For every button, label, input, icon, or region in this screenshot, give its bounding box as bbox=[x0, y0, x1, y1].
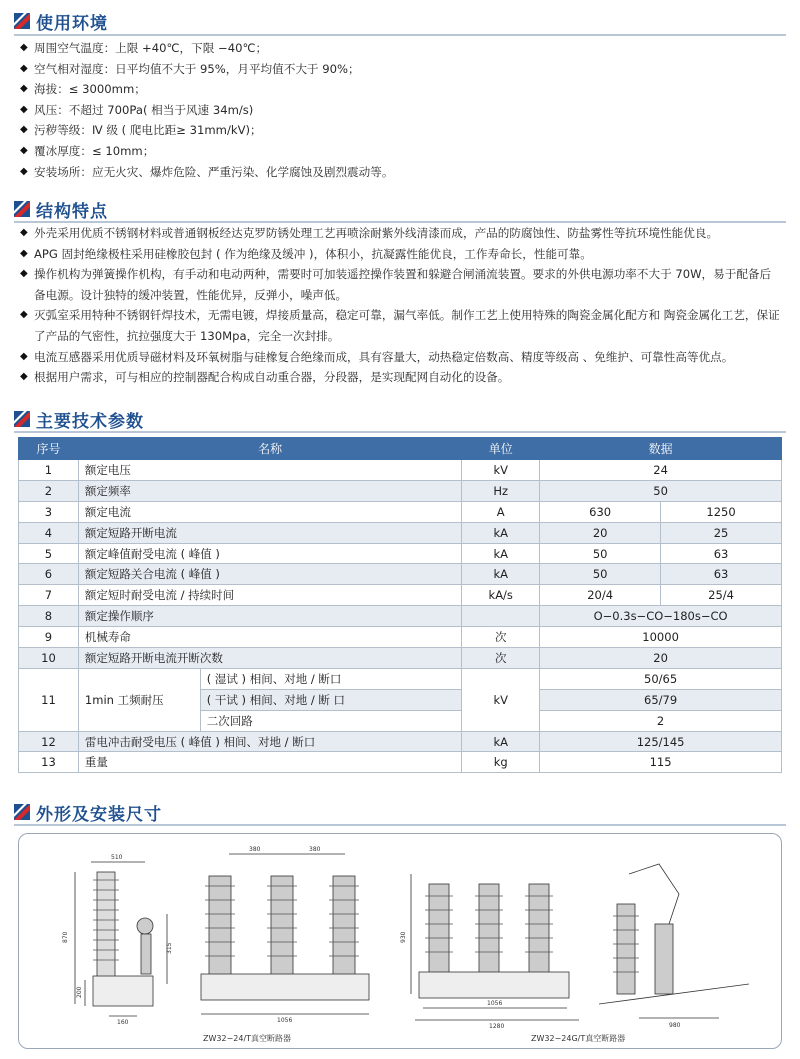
row-number-cell: 13 bbox=[19, 752, 79, 773]
diamond-bullet-icon: ◆ bbox=[20, 103, 28, 115]
param-name-cell: 额定频率 bbox=[78, 480, 461, 501]
row-number-cell: 1 bbox=[19, 460, 79, 481]
dim-label: 1056 bbox=[487, 1000, 503, 1007]
param-subname-cell: ( 干试 ) 相间、对地 / 断 口 bbox=[200, 689, 462, 710]
value-cell: 2 bbox=[540, 710, 782, 731]
list-item-text: 风压：不超过 700Pa( 相当于风速 34m/s) bbox=[34, 102, 254, 117]
dim-label: 380 bbox=[309, 846, 321, 853]
row-number-cell: 4 bbox=[19, 522, 79, 543]
list-item-text: 周围空气温度：上限 +40℃，下限 −40℃； bbox=[34, 41, 268, 55]
row-number-cell: 6 bbox=[19, 564, 79, 585]
dim-label: 200 bbox=[76, 986, 83, 998]
diamond-bullet-icon: ◆ bbox=[20, 268, 28, 280]
value-cell: 20 bbox=[540, 522, 661, 543]
list-item bbox=[18, 141, 782, 162]
drawing-caption: ZW32−24/T真空断路器 bbox=[203, 1034, 292, 1043]
table-row bbox=[19, 606, 782, 627]
row-number-cell: 7 bbox=[19, 585, 79, 606]
section-title-env bbox=[14, 9, 108, 33]
row-number-cell: 3 bbox=[19, 501, 79, 522]
row-number-cell: 10 bbox=[19, 648, 79, 669]
value-cell: 1250 bbox=[661, 501, 782, 522]
unit-cell: A bbox=[462, 501, 540, 522]
list-item bbox=[18, 244, 782, 265]
list-item bbox=[18, 100, 782, 121]
section-title-text: 主要技术参数 bbox=[36, 411, 144, 432]
unit-cell bbox=[462, 606, 540, 627]
dim-label: 870 bbox=[62, 931, 69, 943]
value-cell: 25 bbox=[661, 522, 782, 543]
diamond-bullet-icon: ◆ bbox=[20, 62, 28, 74]
diamond-bullet-icon: ◆ bbox=[20, 165, 28, 177]
section-title-params bbox=[14, 407, 144, 431]
table-row bbox=[19, 564, 782, 585]
params-table bbox=[18, 437, 782, 773]
value-cell: O−0.3s−CO−180s−CO bbox=[540, 606, 782, 627]
param-subname-cell: 二次回路 bbox=[200, 710, 462, 731]
param-name-cell: 重量 bbox=[78, 752, 461, 773]
table-row bbox=[19, 627, 782, 648]
section-title-text: 外形及安装尺寸 bbox=[36, 804, 162, 825]
table-header-row bbox=[19, 438, 782, 460]
dim-label: 380 bbox=[249, 846, 261, 853]
section-divider bbox=[14, 34, 786, 36]
diamond-bullet-icon: ◆ bbox=[20, 247, 28, 259]
value-cell: 50 bbox=[540, 480, 782, 501]
list-item bbox=[18, 38, 782, 59]
diamond-bullet-icon: ◆ bbox=[20, 371, 28, 383]
dimension-drawing-frame bbox=[18, 833, 782, 1049]
section-flag-icon bbox=[14, 804, 30, 820]
section-divider bbox=[14, 824, 786, 826]
section-title-text: 结构特点 bbox=[36, 201, 108, 222]
section-flag-icon bbox=[14, 13, 30, 29]
value-cell: 50/65 bbox=[540, 668, 782, 689]
list-item bbox=[18, 264, 782, 305]
diamond-bullet-icon: ◆ bbox=[20, 227, 28, 238]
list-item bbox=[18, 162, 782, 183]
row-number-cell: 11 bbox=[19, 668, 79, 731]
unit-cell: kA/s bbox=[462, 585, 540, 606]
unit-cell: kg bbox=[462, 752, 540, 773]
structure-list bbox=[18, 223, 782, 388]
list-item-text: 覆冰厚度：≤ 10mm； bbox=[34, 143, 155, 158]
section-flag-icon bbox=[14, 411, 30, 427]
table-row bbox=[19, 585, 782, 606]
table-row bbox=[19, 480, 782, 501]
list-item-text: 海拔：≤ 3000mm； bbox=[34, 82, 146, 97]
header-cell: 单位 bbox=[462, 438, 540, 460]
header-cell: 名称 bbox=[78, 438, 461, 460]
dimension-drawing bbox=[19, 834, 782, 1049]
list-item-text: 污秽等级：Ⅳ 级 ( 爬电比距≥ 31mm/kV)； bbox=[34, 123, 262, 138]
list-item-text: 根据用户需求，可与相应的控制器配合构成自动重合器，分段器，是实现配网自动化的设备。 bbox=[34, 370, 510, 385]
table-row bbox=[19, 731, 782, 752]
list-item-text: 安装场所：应无火灾、爆炸危险、严重污染、化学腐蚀及剧烈震动等。 bbox=[34, 164, 394, 179]
dim-label: 160 bbox=[117, 1019, 129, 1026]
list-item-text: 灭弧室采用特种不锈钢钎焊技术，无需电镀，焊接质量高，稳定可靠，漏气率低。制作工艺上使用特殊的陶瓷金属化配方和 陶瓷金属化工艺，保证了产品的气密性，抗拉强度大于 130Mpa，完全一次封排。 bbox=[34, 308, 780, 343]
value-cell: 24 bbox=[540, 460, 782, 481]
diamond-bullet-icon: ◆ bbox=[20, 124, 28, 136]
diamond-bullet-icon: ◆ bbox=[20, 83, 28, 95]
table-row bbox=[19, 501, 782, 522]
value-cell: 65/79 bbox=[540, 689, 782, 710]
drawing-caption: ZW32−24G/T真空断路器 bbox=[531, 1034, 626, 1043]
unit-cell: Hz bbox=[462, 480, 540, 501]
dim-label: 315 bbox=[166, 942, 173, 954]
list-item-text: 操作机构为弹簧操作机构，有手动和电动两种，需要时可加装遥控操作装置和躲避合闸涌流装置。要求的外供电源功率不大于 70W，易于配备后备电源。设计独特的缓冲装置，性能优异，反弹小，噪声低。 bbox=[34, 267, 772, 302]
param-name-cell: 雷电冲击耐受电压 ( 峰值 ) 相间、对地 / 断口 bbox=[78, 731, 461, 752]
list-item-text: 电流互感器采用优质导磁材料及环氧树脂与硅橡复合绝缘而成，具有容量大，动热稳定倍数高、精度等级高 、免维护、可靠性高等优点。 bbox=[34, 349, 734, 364]
table-row bbox=[19, 668, 782, 689]
unit-cell: kV bbox=[462, 460, 540, 481]
list-item bbox=[18, 367, 782, 388]
unit-cell: kA bbox=[462, 564, 540, 585]
table-row bbox=[19, 522, 782, 543]
unit-cell: 次 bbox=[462, 648, 540, 669]
value-cell: 10000 bbox=[540, 627, 782, 648]
list-item bbox=[18, 59, 782, 80]
list-item bbox=[18, 305, 782, 346]
value-cell: 115 bbox=[540, 752, 782, 773]
diamond-bullet-icon: ◆ bbox=[20, 350, 28, 362]
section-divider bbox=[14, 431, 786, 433]
param-subname-cell: ( 湿试 ) 相间、对地 / 断口 bbox=[200, 668, 462, 689]
list-item bbox=[18, 79, 782, 100]
unit-cell: kA bbox=[462, 731, 540, 752]
section-title-structure bbox=[14, 197, 108, 221]
drawing-side-view-24 bbox=[62, 854, 173, 1026]
list-item-text: APG 固封绝缘极柱采用硅橡胶包封 ( 作为绝缘及缓冲 )，体积小，抗凝露性能优良，工作寿命长，性能可靠。 bbox=[34, 246, 592, 261]
dim-label: 980 bbox=[669, 1022, 681, 1029]
env-list bbox=[18, 38, 782, 182]
diamond-bullet-icon: ◆ bbox=[20, 42, 28, 53]
unit-cell: 次 bbox=[462, 627, 540, 648]
table-row bbox=[19, 752, 782, 773]
dim-label: 1280 bbox=[489, 1023, 505, 1030]
value-cell: 20 bbox=[540, 648, 782, 669]
unit-cell: kV bbox=[462, 668, 540, 731]
row-number-cell: 2 bbox=[19, 480, 79, 501]
param-name-cell: 机械寿命 bbox=[78, 627, 461, 648]
header-cell: 数据 bbox=[540, 438, 782, 460]
row-number-cell: 12 bbox=[19, 731, 79, 752]
param-name-cell: 额定电流 bbox=[78, 501, 461, 522]
param-name-cell: 额定操作顺序 bbox=[78, 606, 461, 627]
diamond-bullet-icon: ◆ bbox=[20, 144, 28, 156]
list-item bbox=[18, 120, 782, 141]
table-row bbox=[19, 460, 782, 481]
table-row bbox=[19, 543, 782, 564]
row-number-cell: 9 bbox=[19, 627, 79, 648]
value-cell: 25/4 bbox=[661, 585, 782, 606]
param-name-cell: 额定短路开断电流 bbox=[78, 522, 461, 543]
value-cell: 20/4 bbox=[540, 585, 661, 606]
dim-label: 510 bbox=[111, 854, 123, 861]
row-number-cell: 5 bbox=[19, 543, 79, 564]
list-item bbox=[18, 347, 782, 368]
value-cell: 125/145 bbox=[540, 731, 782, 752]
value-cell: 50 bbox=[540, 564, 661, 585]
param-name-cell: 额定电压 bbox=[78, 460, 461, 481]
unit-cell: kA bbox=[462, 543, 540, 564]
value-cell: 63 bbox=[661, 543, 782, 564]
dim-label: 1056 bbox=[277, 1017, 293, 1024]
param-name-cell: 额定峰值耐受电流 ( 峰值 ) bbox=[78, 543, 461, 564]
row-number-cell: 8 bbox=[19, 606, 79, 627]
table-row bbox=[19, 648, 782, 669]
section-title-dims bbox=[14, 800, 162, 824]
param-name-cell: 额定短路开断电流开断次数 bbox=[78, 648, 461, 669]
dim-label: 930 bbox=[400, 931, 407, 943]
list-item bbox=[18, 223, 782, 244]
section-flag-icon bbox=[14, 201, 30, 217]
value-cell: 63 bbox=[661, 564, 782, 585]
section-title-text: 使用环境 bbox=[36, 13, 108, 34]
param-name-cell: 额定短路关合电流 ( 峰值 ) bbox=[78, 564, 461, 585]
header-cell: 序号 bbox=[19, 438, 79, 460]
drawing-front-view-24g bbox=[400, 874, 579, 1030]
list-item-text: 空气相对湿度：日平均值不大于 95%，月平均值不大于 90%； bbox=[34, 61, 360, 76]
drawing-front-view-24 bbox=[201, 846, 369, 1024]
drawing-side-view-24g bbox=[599, 864, 749, 1029]
value-cell: 50 bbox=[540, 543, 661, 564]
param-name-cell: 1min 工频耐压 bbox=[78, 668, 200, 731]
param-name-cell: 额定短时耐受电流 / 持续时间 bbox=[78, 585, 461, 606]
unit-cell: kA bbox=[462, 522, 540, 543]
value-cell: 630 bbox=[540, 501, 661, 522]
list-item-text: 外壳采用优质不锈钢材料或普通钢板经达克罗防锈处理工艺再喷涂耐紫外线清漆而成，产品的防腐蚀性、防盐雾性等抗环境性能优良。 bbox=[34, 226, 719, 240]
diamond-bullet-icon: ◆ bbox=[20, 309, 28, 321]
